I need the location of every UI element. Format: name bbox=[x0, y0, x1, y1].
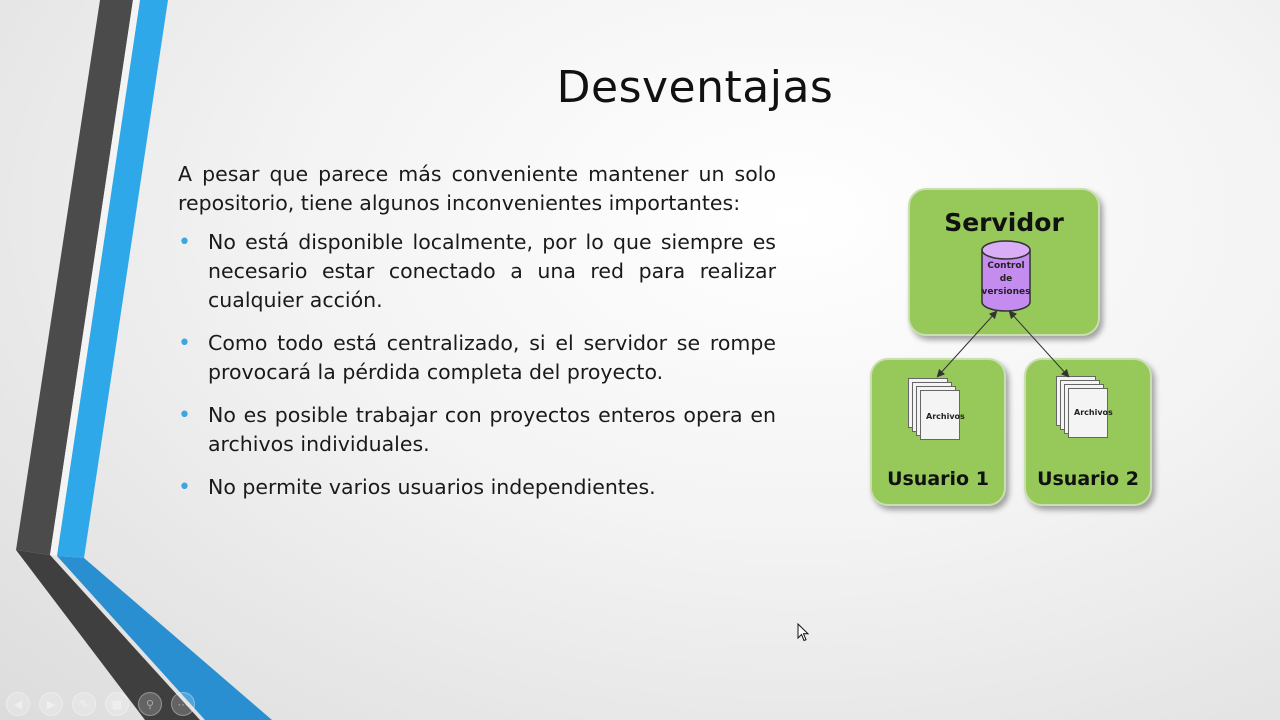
database-label-line: de bbox=[999, 274, 1013, 284]
bullet-text: No permite varios usuarios independientes. bbox=[208, 475, 656, 499]
bullet-item bbox=[178, 329, 776, 387]
files-icon bbox=[908, 378, 966, 448]
database-label bbox=[980, 260, 1032, 299]
centralized-vcs-diagram bbox=[860, 180, 1160, 515]
bullet-text: No está disponible localmente, por lo que siempre es necesario estar conectado a una red para realizar cualquier acción. bbox=[208, 230, 776, 312]
files-label: Archivos bbox=[926, 412, 965, 421]
bullet-icon: • bbox=[178, 331, 191, 356]
pen-icon[interactable]: ✎ bbox=[72, 692, 96, 716]
server-label: Servidor bbox=[944, 208, 1064, 237]
next-icon[interactable]: ▶ bbox=[39, 692, 63, 716]
files-label: Archivos bbox=[1074, 408, 1113, 417]
user2-box bbox=[1024, 358, 1152, 506]
user1-label: Usuario 1 bbox=[887, 468, 989, 490]
user2-label: Usuario 2 bbox=[1037, 468, 1139, 490]
zoom-icon[interactable]: ⚲ bbox=[138, 692, 162, 716]
files-icon bbox=[1056, 376, 1114, 446]
bullet-text: Como todo está centralizado, si el servidor se rompe provocará la pérdida completa del proyecto. bbox=[208, 331, 776, 384]
bullet-icon: • bbox=[178, 403, 191, 428]
more-icon[interactable]: ⋯ bbox=[171, 692, 195, 716]
bullet-item bbox=[178, 228, 776, 315]
intro-paragraph: A pesar que parece más conveniente mantener un solo repositorio, tiene algunos inconvenientes importantes: bbox=[178, 162, 776, 215]
bullet-list bbox=[178, 228, 776, 502]
server-box bbox=[908, 188, 1100, 336]
user1-box bbox=[870, 358, 1006, 506]
mouse-cursor-icon bbox=[797, 623, 811, 643]
bullet-icon: • bbox=[178, 230, 191, 255]
database-label-line: Control bbox=[987, 261, 1025, 271]
bullet-item bbox=[178, 401, 776, 459]
bullet-text: No es posible trabajar con proyectos enteros opera en archivos individuales. bbox=[208, 403, 776, 456]
bullet-icon: • bbox=[178, 475, 191, 500]
slideshow-toolbar bbox=[6, 692, 195, 716]
slide-body bbox=[178, 160, 776, 516]
slide-title: Desventajas bbox=[556, 62, 834, 113]
database-label-line: versiones bbox=[981, 287, 1031, 297]
previous-icon[interactable]: ◀ bbox=[6, 692, 30, 716]
database-icon bbox=[980, 240, 1032, 314]
bullet-item bbox=[178, 473, 776, 502]
slides-grid-icon[interactable]: ▦ bbox=[105, 692, 129, 716]
